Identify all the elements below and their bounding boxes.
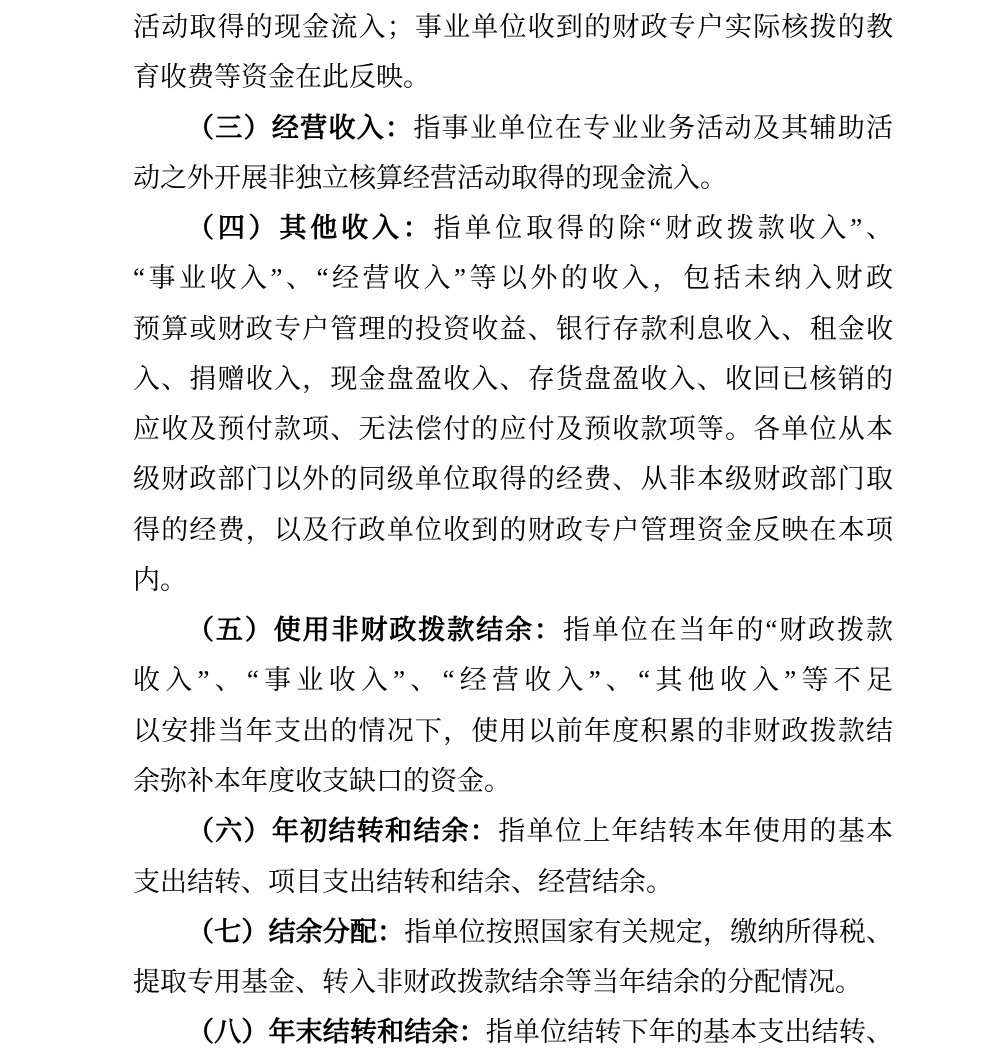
term-heading: （七）结余分配： [187,916,405,947]
text-line [133,52,893,102]
line-text: 余弥补本年度收支缺口的资金。 [133,765,511,796]
line-text: 指单位取得的除“财政拨款收入”、 [433,213,894,244]
text-line [133,907,893,957]
line-text: 动之外开展非独立核算经营活动取得的现金流入。 [133,162,727,193]
line-text: 以安排当年支出的情况下，使用以前年度积累的非财政拨款结 [133,715,893,746]
line-text: 指事业单位在专业业务活动及其辅助活 [413,112,894,143]
line-text: 指单位上年结转本年使用的基本 [498,816,894,847]
line-text: 育收费等资金在此反映。 [133,62,430,93]
text-line [133,605,893,655]
text-line [133,1007,893,1056]
line-text: 活动取得的现金流入；事业单位收到的财政专户实际核拨的教 [133,12,893,42]
text-line [133,505,893,555]
text-line [133,304,893,354]
line-text: 内。 [133,564,187,595]
text-line [133,203,893,253]
line-text: 支出结转、项目支出结转和结余、经营结余。 [133,866,673,897]
line-text: 应收及预付款项、无法偿付的应付及预收款项等。各单位从本 [133,414,893,445]
line-text: 入、捐赠收入，现金盘盈收入、存货盘盈收入、收回已核销的 [133,363,893,394]
text-line [133,806,893,856]
text-line [133,957,893,1007]
line-text: 级财政部门以外的同级单位取得的经费、从非本级财政部门取 [133,464,893,495]
line-text: 提取专用基金、转入非财政拨款结余等当年结余的分配情况。 [133,967,862,998]
line-text: “事业收入”、“经营收入”等以外的收入，包括未纳入财政 [133,263,893,294]
line-text: 收入”、“事业收入”、“经营收入”、“其他收入”等不足 [133,665,893,696]
text-line [133,2,893,52]
text-line [133,857,893,907]
term-heading: （六）年初结转和结余： [187,816,499,847]
text-line [133,454,893,504]
term-heading: （四）其他收入： [187,213,434,244]
text-line [133,706,893,756]
text-line [133,354,893,404]
line-text: 指单位在当年的“财政拨款 [562,615,894,646]
term-heading: （八）年末结转和结余： [187,1017,486,1048]
line-text: 得的经费，以及行政单位收到的财政专户管理资金反映在本项 [133,514,893,545]
text-line [133,404,893,454]
text-line [133,555,893,605]
text-line [133,153,893,203]
text-line [133,655,893,705]
line-text: 预算或财政专户管理的投资收益、银行存款利息收入、租金收 [133,313,893,344]
term-heading: （三）经营收入： [187,112,414,143]
term-heading: （五）使用非财政拨款结余： [187,615,563,646]
text-line [133,103,893,153]
text-line [133,253,893,303]
text-line [133,756,893,806]
line-text: 指单位结转下年的基本支出结转、 [485,1017,894,1048]
line-text: 指单位按照国家有关规定，缴纳所得税、 [404,916,894,947]
